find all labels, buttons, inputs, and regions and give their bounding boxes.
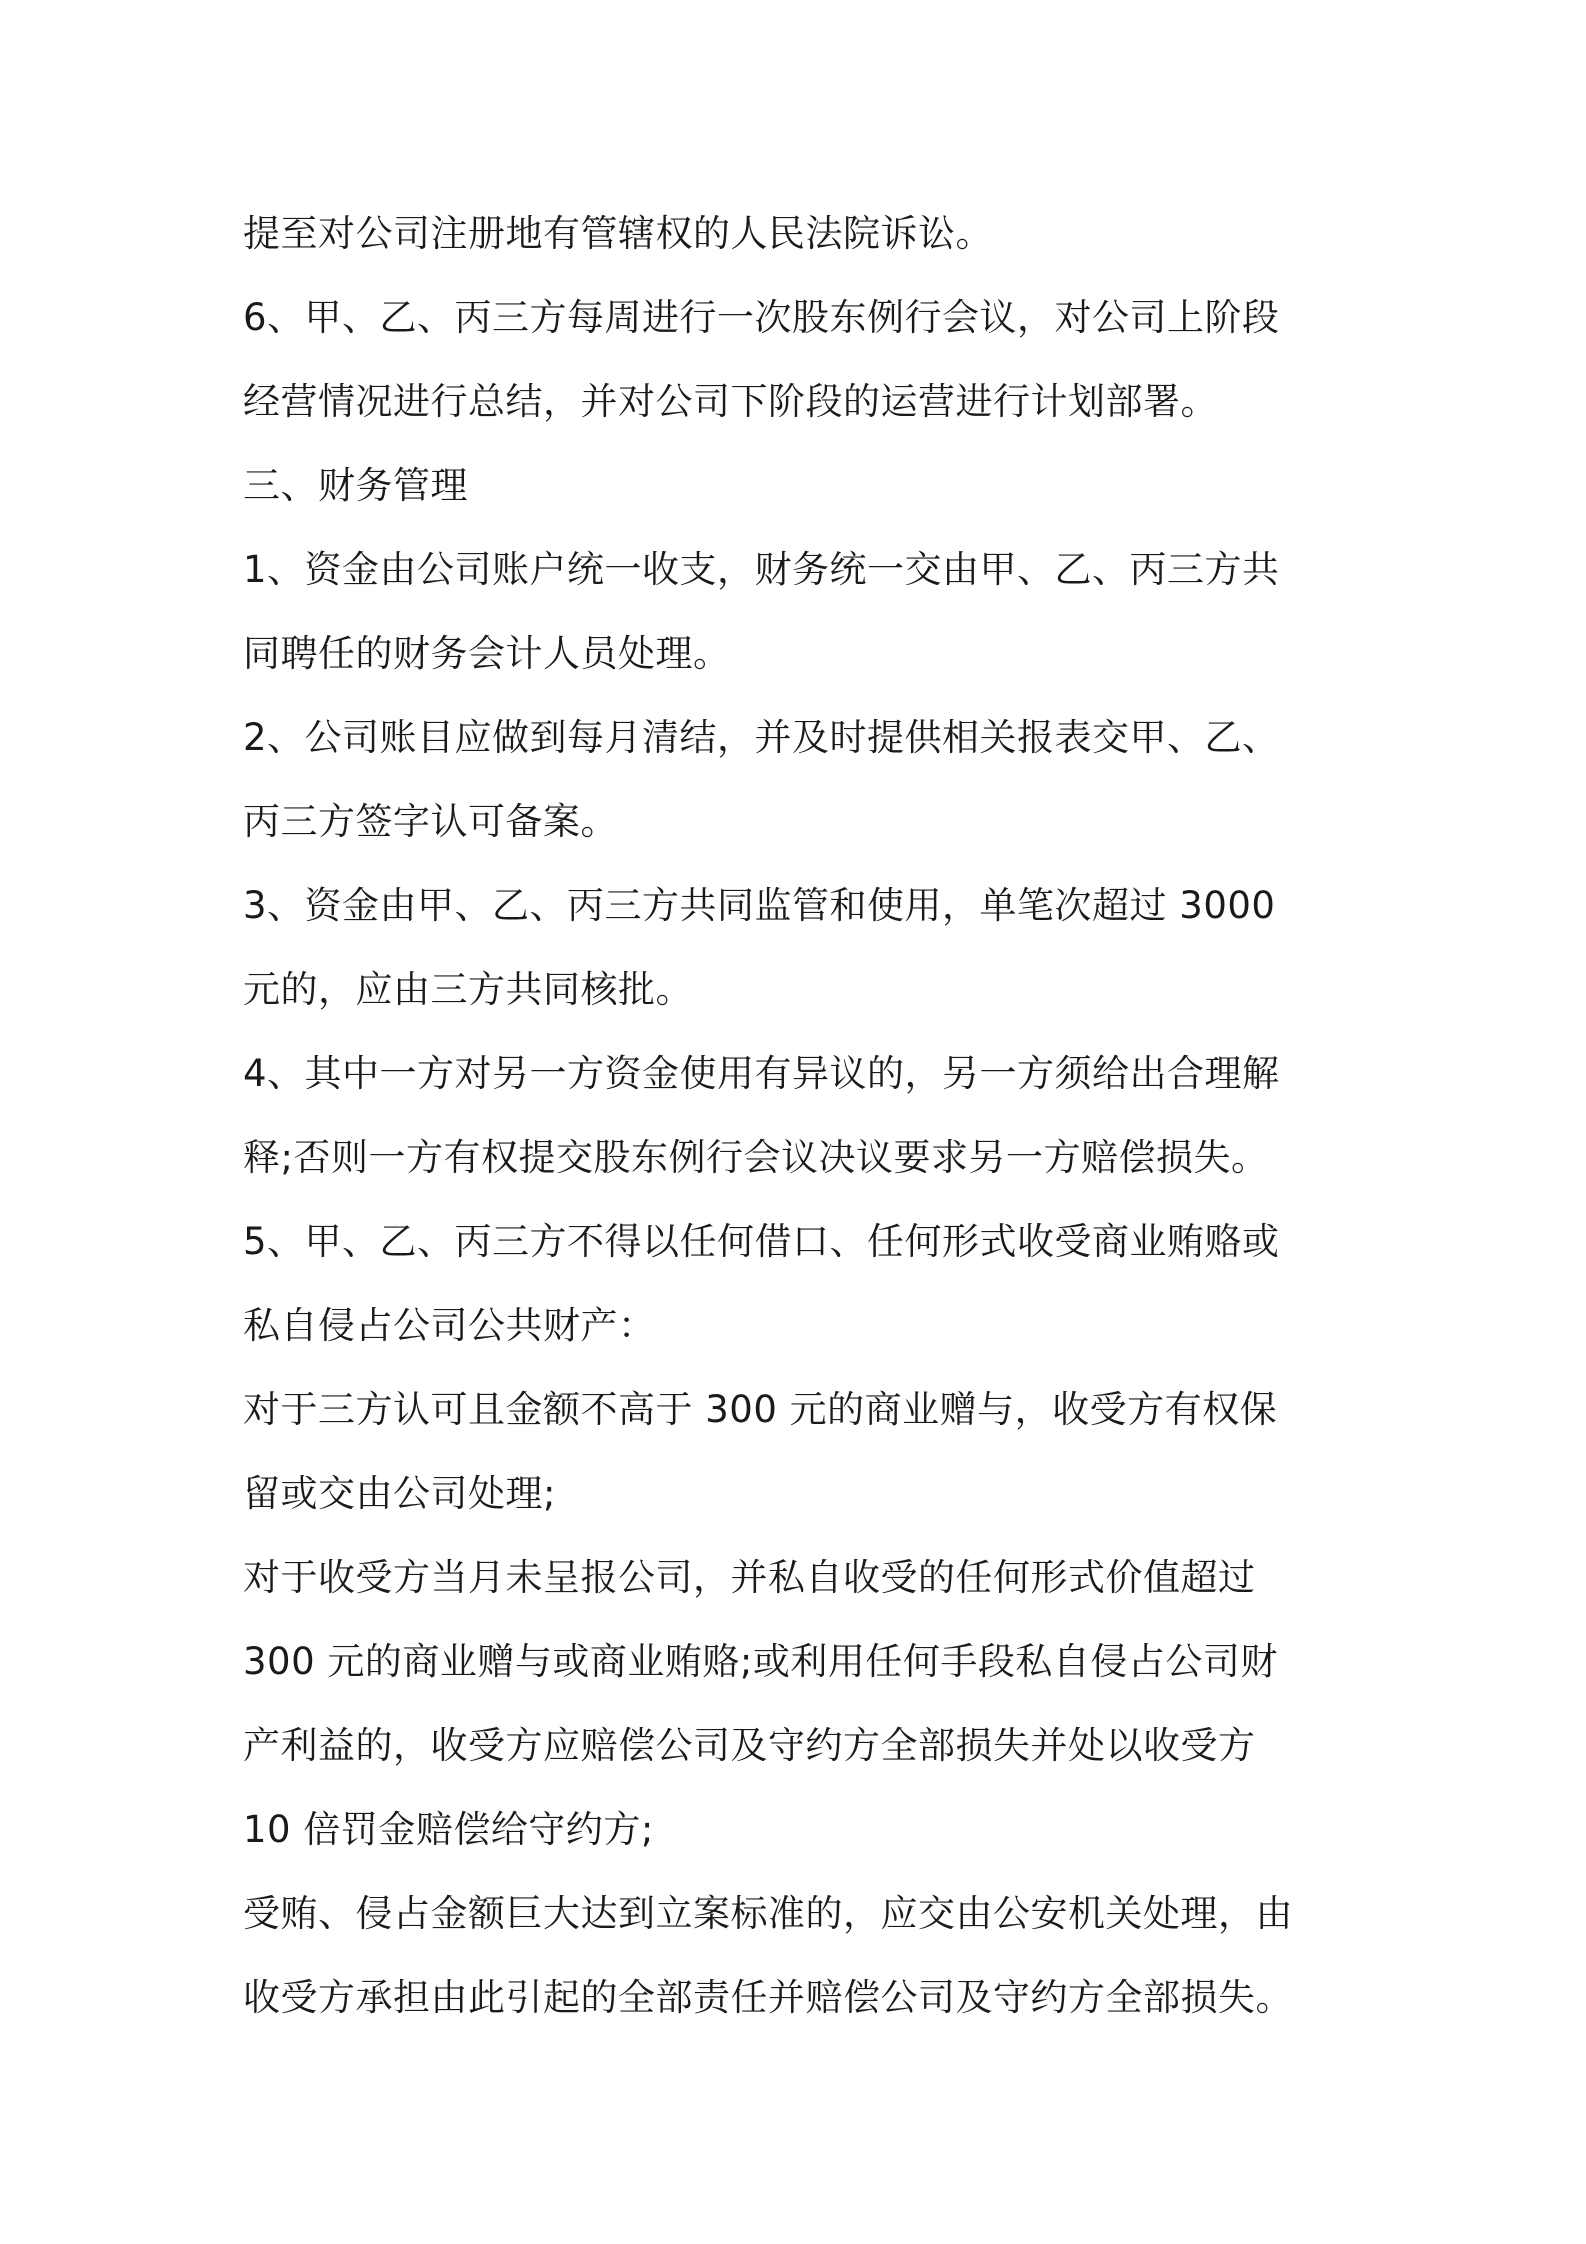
- text-line: 收受方承担由此引起的全部责任并赔偿公司及守约方全部损失。: [243, 1976, 1293, 2019]
- text-line: 4、其中一方对另一方资金使用有异议的，另一方须给出合理解: [243, 1052, 1280, 1095]
- text-line: 3、资金由甲、乙、丙三方共同监管和使用，单笔次超过 3000: [243, 884, 1276, 927]
- text-line: 6、甲、乙、丙三方每周进行一次股东例行会议，对公司上阶段: [243, 296, 1280, 339]
- text-line: 受贿、侵占金额巨大达到立案标准的，应交由公安机关处理，由: [243, 1892, 1293, 1935]
- section-heading: 三、财务管理: [243, 464, 468, 507]
- text-line: 丙三方签字认可备案。: [243, 800, 618, 843]
- text-line: 对于收受方当月未呈报公司，并私自收受的任何形式价值超过: [243, 1556, 1256, 1599]
- text-line: 经营情况进行总结，并对公司下阶段的运营进行计划部署。: [243, 380, 1218, 423]
- text-line: 300 元的商业赠与或商业贿赂;或利用任何手段私自侵占公司财: [243, 1640, 1278, 1683]
- text-line: 留或交由公司处理;: [243, 1472, 556, 1515]
- text-line: 10 倍罚金赔偿给守约方;: [243, 1808, 654, 1851]
- text-line: 5、甲、乙、丙三方不得以任何借口、任何形式收受商业贿赂或: [243, 1220, 1280, 1263]
- text-line: 私自侵占公司公共财产：: [243, 1304, 656, 1347]
- text-line: 2、公司账目应做到每月清结，并及时提供相关报表交甲、乙、: [243, 716, 1280, 759]
- text-line: 提至对公司注册地有管辖权的人民法院诉讼。: [243, 212, 993, 255]
- text-line: 同聘任的财务会计人员处理。: [243, 632, 731, 675]
- text-line: 产利益的，收受方应赔偿公司及守约方全部损失并处以收受方: [243, 1724, 1256, 1767]
- text-line: 1、资金由公司账户统一收支，财务统一交由甲、乙、丙三方共: [243, 548, 1280, 591]
- text-line: 元的，应由三方共同核批。: [243, 968, 693, 1011]
- document-body: [243, 192, 1373, 2040]
- text-line: 对于三方认可且金额不高于 300 元的商业赠与，收受方有权保: [243, 1388, 1278, 1431]
- text-line: 释;否则一方有权提交股东例行会议决议要求另一方赔偿损失。: [243, 1136, 1269, 1179]
